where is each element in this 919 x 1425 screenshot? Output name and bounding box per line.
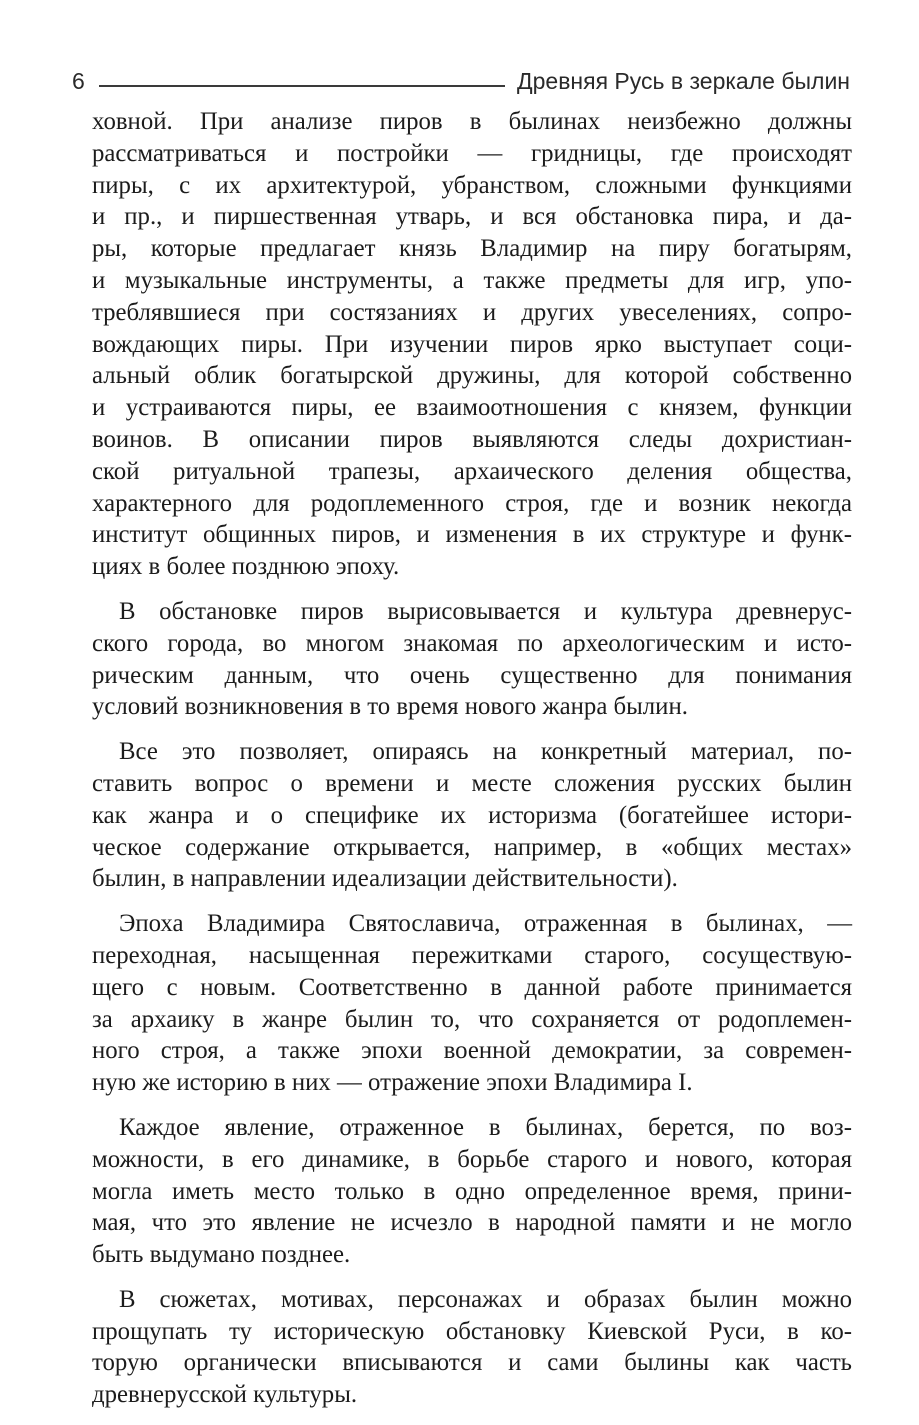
paragraph <box>92 1112 852 1271</box>
text-line: за архаику в жанре былин то, что сохраняется от родоплемен- <box>92 1005 852 1033</box>
text-line: как жанра и о специфике их историзма (богатейшее истори- <box>92 801 852 829</box>
text-line: В сюжетах, мотивах, персонажах и образах былин можно <box>119 1285 852 1313</box>
running-title: Древняя Русь в зеркале былин <box>517 68 850 94</box>
text-line: ры, которые предлагает князь Владимир на пиру богатырям, <box>92 235 852 263</box>
text-line: могла иметь место только в одно определенное время, прини- <box>92 1177 852 1205</box>
text-line: щего с новым. Соответственно в данной работе принимается <box>92 973 852 1001</box>
text-line: вождающих пиры. При изучении пиров ярко выступает соци- <box>92 330 852 358</box>
header-rule <box>99 85 505 87</box>
text-line: былин, в направлении идеализации действительности). <box>92 865 678 893</box>
paragraph <box>92 1284 852 1411</box>
text-line: торую органически вписываются и сами былины как часть <box>92 1349 852 1377</box>
text-line: условий возникновения в то время нового жанра былин. <box>92 693 688 721</box>
text-line: Все это позволяет, опираясь на конкретный материал, по- <box>119 738 852 766</box>
text-line: циях в более позднюю эпоху. <box>92 553 400 581</box>
page-number: 6 <box>72 68 85 94</box>
text-line: мая, что это явление не исчезло в народной памяти и не могло <box>92 1209 852 1237</box>
text-line: ного строя, а также эпохи военной демократии, за современ- <box>92 1037 852 1065</box>
text-line: переходная, насыщенная пережитками старого, сосуществую- <box>92 941 852 969</box>
text-line: пиры, с их архитектурой, убранством, сложными функциями <box>92 171 852 199</box>
text-line: Каждое явление, отраженное в былинах, берется, по воз- <box>119 1113 852 1141</box>
text-line: альный облик богатырской дружины, для которой собственно <box>92 362 852 390</box>
text-line: Эпоха Владимира Святославича, отраженная в былинах, — <box>119 910 852 938</box>
text-line: ской ритуальной трапезы, архаического деления общества, <box>92 457 852 485</box>
paragraph <box>92 736 852 895</box>
text-line: можности, в его динамике, в борьбе старого и нового, которая <box>92 1145 852 1173</box>
text-line: ставить вопрос о времени и месте сложения русских былин <box>92 769 852 797</box>
text-line: В обстановке пиров вырисовывается и культура древнерус- <box>119 597 852 625</box>
text-line: быть выдумано позднее. <box>92 1241 351 1269</box>
text-line: ческое содержание открывается, например, в «общих местах» <box>92 833 852 861</box>
text-line: институт общинных пиров, и изменения в их структуре и функ- <box>92 521 852 549</box>
text-line: и музыкальные инструменты, а также предметы для игр, упо- <box>92 266 852 294</box>
text-line: прощупать ту историческую обстановку Киевской Руси, в ко- <box>92 1317 852 1345</box>
text-line: ского города, во многом знакомая по археологическим и исто- <box>92 629 852 657</box>
text-line: ную же историю в них — отражение эпохи Владимира I. <box>92 1069 693 1097</box>
text-line: характерного для родоплеменного строя, где и возник некогда <box>92 489 852 517</box>
text-line: и пр., и пиршественная утварь, и вся обстановка пира, и да- <box>92 203 852 231</box>
text-line: треблявшиеся при состязаниях и других увеселениях, сопро- <box>92 298 852 326</box>
text-line: воинов. В описании пиров выявляются следы дохристиан- <box>92 425 852 453</box>
paragraph <box>92 106 852 583</box>
text-line: и устраиваются пиры, ее взаимоотношения с князем, функции <box>92 394 852 422</box>
text-line: ховной. При анализе пиров в былинах неизбежно должны <box>92 108 852 135</box>
body-text <box>92 106 852 1424</box>
paragraph <box>92 596 852 723</box>
paragraph <box>92 908 852 1099</box>
text-line: рассматриваться и постройки — гридницы, где происходят <box>92 139 852 167</box>
running-head <box>72 64 850 94</box>
text-line: древнерусской культуры. <box>92 1381 358 1409</box>
text-line: рическим данным, что очень существенно для понимания <box>92 661 852 689</box>
